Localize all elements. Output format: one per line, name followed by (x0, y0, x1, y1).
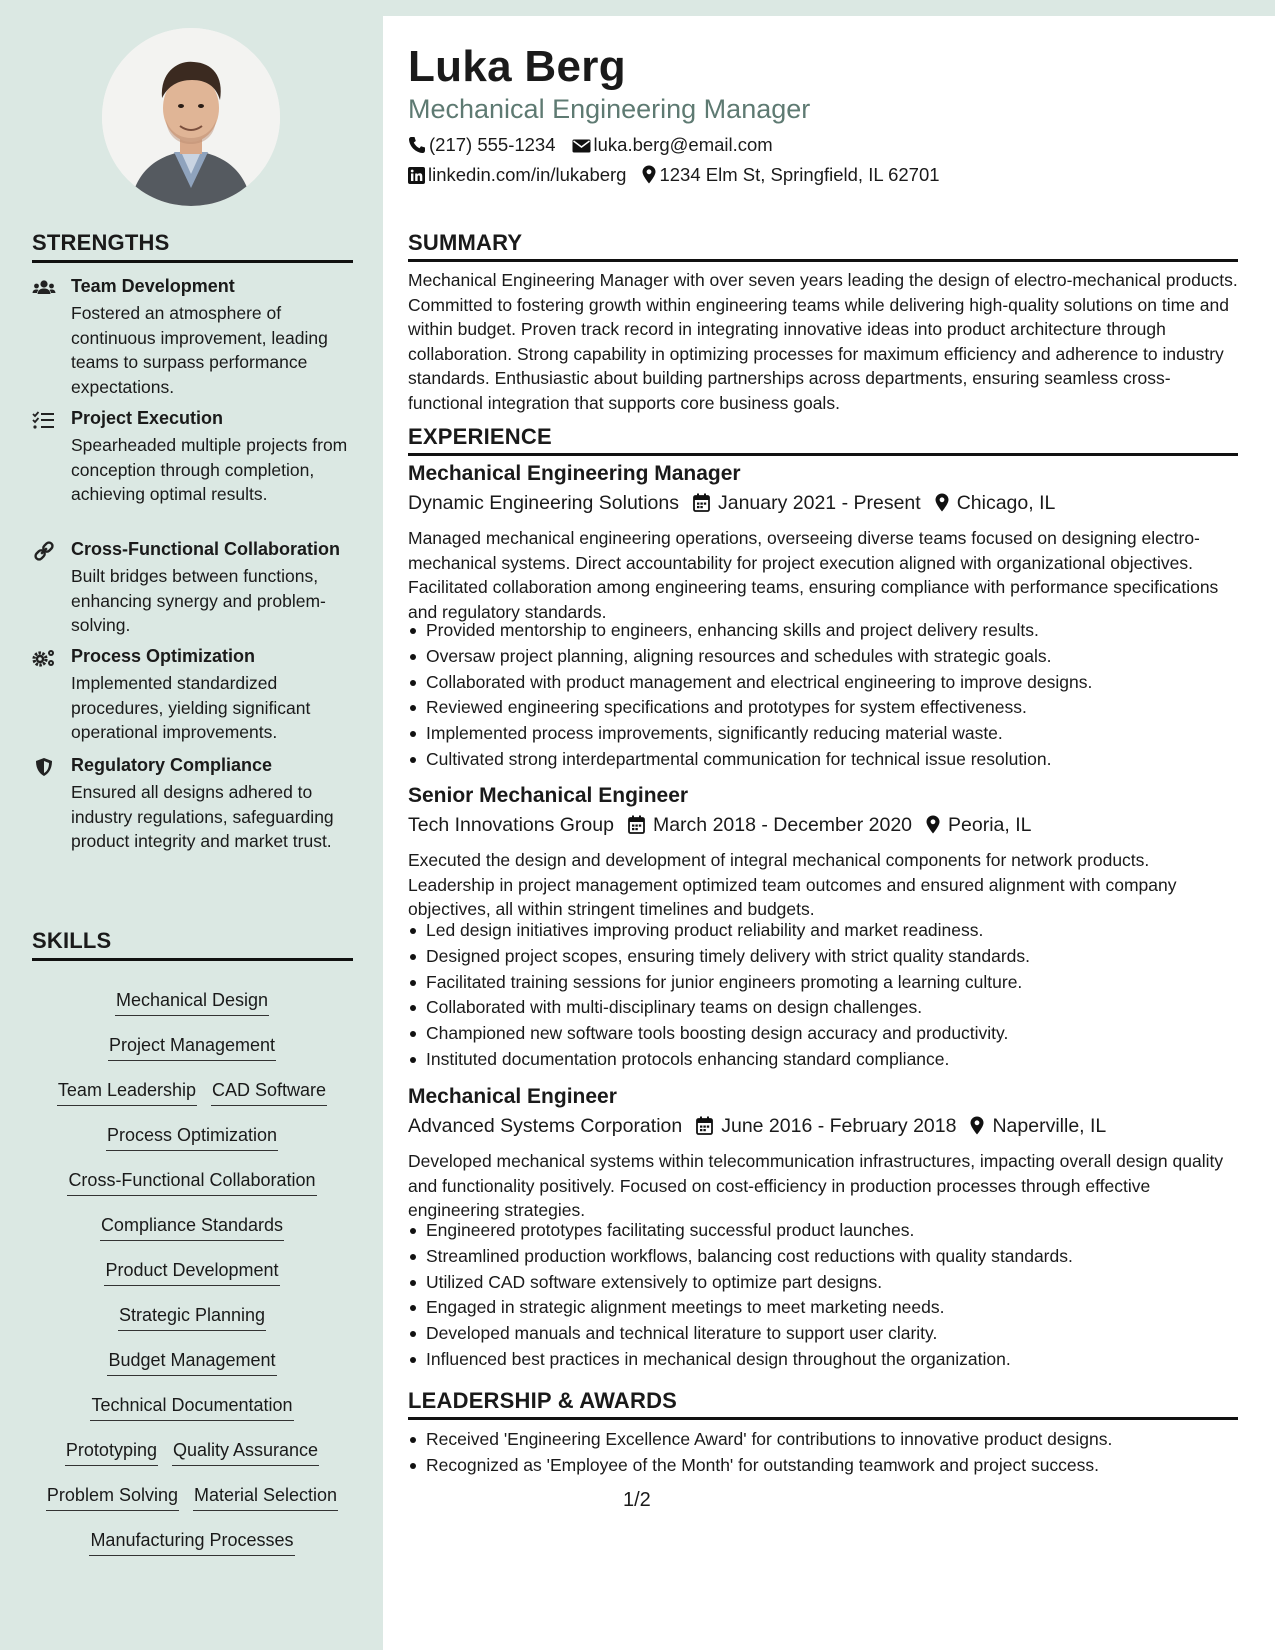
company-name: Advanced Systems Corporation (408, 1115, 683, 1137)
job-bullets (408, 1218, 1238, 1373)
skill-tag: Compliance Standards (100, 1213, 284, 1241)
list-item: Provided mentorship to engineers, enhancing skills and project delivery results. (408, 618, 1238, 644)
skill-tag: Cross-Functional Collaboration (67, 1168, 316, 1196)
strength-desc: Ensured all designs adhered to industry regulations, safeguarding product integrity and market trust. (71, 782, 334, 851)
contact-row (408, 134, 773, 159)
job-dates: June 2016 - February 2018 (721, 1115, 957, 1137)
job-title: Mechanical Engineer (408, 1085, 617, 1108)
contact-row (408, 164, 940, 189)
strength-desc: Fostered an atmosphere of continuous improvement, leading teams to surpass performance expectations. (71, 303, 328, 397)
profile-photo (102, 28, 280, 206)
summary-text: Mechanical Engineering Manager with over seven years leading the design of electro-mechanical products. Committed to fostering growth within engineering teams while delivering high-quality solutions on time and within budget. Proven track record in integrating innovative ideas into product architecture through collaboration. Strong capability in optimizing processes for maximum efficiency and adherence to industry standards. Enthusiastic about building partnerships across departments, ensuring seamless cross-functional integration that supports core business goals. (408, 270, 1238, 413)
main-content (383, 16, 1275, 1650)
experience-rule (408, 453, 1238, 456)
job-meta (408, 492, 1055, 518)
list-item: Instituted documentation protocols enhancing standard compliance. (408, 1047, 1238, 1073)
strength-title: Project Execution (71, 408, 224, 428)
skills-heading: SKILLS (32, 928, 112, 953)
strength-title: Team Development (71, 276, 235, 296)
skill-tag: Team Leadership (57, 1078, 197, 1106)
strength-title: Regulatory Compliance (71, 755, 273, 775)
map-pin-icon (926, 815, 940, 840)
leadership-rule (408, 1417, 1238, 1420)
map-pin-icon (935, 493, 949, 518)
job-location: Peoria, IL (948, 814, 1032, 836)
company-name: Dynamic Engineering Solutions (408, 492, 679, 514)
list-item: Received 'Engineering Excellence Award' for contributions to innovative product designs. (408, 1427, 1238, 1453)
job-location: Chicago, IL (956, 492, 1056, 514)
map-pin-icon (642, 165, 656, 189)
list-item: Led design initiatives improving product reliability and market readiness. (408, 918, 1238, 944)
skill-tag: Material Selection (193, 1483, 338, 1511)
map-pin-icon (970, 1116, 984, 1141)
strength-desc: Built bridges between functions, enhancing synergy and problem-solving. (71, 566, 326, 635)
list-item: Streamlined production workflows, balancing cost reductions with quality standards. (408, 1244, 1238, 1270)
skill-tag: Strategic Planning (118, 1303, 266, 1331)
candidate-title: Mechanical Engineering Manager (408, 94, 811, 124)
phone-icon (408, 136, 426, 159)
leadership-heading: LEADERSHIP & AWARDS (408, 1388, 678, 1413)
job-bullets (408, 618, 1238, 773)
gears-icon (32, 648, 56, 668)
list-item: Influenced best practices in mechanical design throughout the organization. (408, 1347, 1238, 1373)
list-item: Engineered prototypes facilitating successful product launches. (408, 1218, 1238, 1244)
list-item: Designed project scopes, ensuring timely delivery with strict quality standards. (408, 944, 1238, 970)
job-dates: January 2021 - Present (717, 492, 921, 514)
strength-title: Cross-Functional Collaboration (71, 539, 341, 559)
envelope-icon (572, 137, 591, 159)
list-item: Engaged in strategic alignment meetings to meet marketing needs. (408, 1295, 1238, 1321)
skill-tag: CAD Software (211, 1078, 327, 1106)
list-item: Championed new software tools boosting design accuracy and productivity. (408, 1021, 1238, 1047)
list-item: Collaborated with multi-disciplinary teams on design challenges. (408, 995, 1238, 1021)
list-item: Oversaw project planning, aligning resources and schedules with strategic goals. (408, 644, 1238, 670)
summary-rule (408, 259, 1238, 262)
candidate-name: Luka Berg (408, 42, 626, 91)
skills-rule (32, 958, 353, 961)
job-title: Senior Mechanical Engineer (408, 784, 689, 807)
calendar-icon (693, 493, 710, 518)
address: 1234 Elm St, Springfield, IL 62701 (659, 164, 940, 185)
skill-tag: Budget Management (107, 1348, 276, 1376)
skill-tag: Quality Assurance (172, 1438, 319, 1466)
list-item: Developed manuals and technical literature to support user clarity. (408, 1321, 1238, 1347)
strengths-heading: STRENGTHS (32, 230, 170, 255)
job-meta (408, 1115, 1106, 1141)
list-item: Cultivated strong interdepartmental communication for technical issue resolution. (408, 747, 1238, 773)
skill-tag: Project Management (108, 1033, 276, 1061)
linkedin-icon (408, 167, 425, 189)
skill-tag: Problem Solving (46, 1483, 179, 1511)
job-bullets (408, 918, 1238, 1073)
list-check-icon (32, 410, 56, 430)
list-item: Collaborated with product management and electrical engineering to improve designs. (408, 670, 1238, 696)
calendar-icon (628, 815, 645, 840)
list-item: Facilitated training sessions for junior engineers promoting a learning culture. (408, 970, 1238, 996)
leadership-bullets (408, 1427, 1238, 1479)
strength-desc: Implemented standardized procedures, yielding significant operational improvements. (71, 673, 311, 742)
job-meta (408, 814, 1032, 840)
job-description: Managed mechanical engineering operations, overseeing diverse teams focused on designing electro-mechanical systems. Direct accountability for project execution aligned with organizational objectives. Facilitated collaboration among engineering teams, ensuring compliance with performance specifications and regulatory standards. (408, 528, 1219, 622)
skill-tag: Prototyping (65, 1438, 158, 1466)
users-icon (32, 278, 56, 298)
phone-number[interactable]: (217) 555-1234 (429, 134, 556, 155)
strength-title: Process Optimization (71, 646, 256, 666)
list-item: Reviewed engineering specifications and prototypes for system effectiveness. (408, 695, 1238, 721)
list-item: Utilized CAD software extensively to optimize part designs. (408, 1270, 1238, 1296)
experience-heading: EXPERIENCE (408, 424, 552, 449)
job-dates: March 2018 - December 2020 (652, 814, 913, 836)
skill-tag: Process Optimization (106, 1123, 278, 1151)
job-description: Developed mechanical systems within telecommunication infrastructures, impacting overall design quality and functionality positively. Focused on cost-efficiency in production processes through effective engineering strategies. (408, 1151, 1224, 1220)
list-item: Recognized as 'Employee of the Month' for outstanding teamwork and project success. (408, 1453, 1238, 1479)
skill-tag: Technical Documentation (90, 1393, 293, 1421)
email-link[interactable]: luka.berg@email.com (593, 134, 773, 155)
job-description: Executed the design and development of integral mechanical components for network products. Leadership in project management optimized team outcomes and ensured alignment with company objectives, all within stringent timelines and budgets. (408, 850, 1177, 919)
job-title: Mechanical Engineering Manager (408, 462, 741, 485)
avatar (102, 28, 280, 206)
skill-tag: Manufacturing Processes (89, 1528, 294, 1556)
list-item: Implemented process improvements, significantly reducing material waste. (408, 721, 1238, 747)
link-icon (32, 541, 56, 561)
skill-tag: Product Development (104, 1258, 279, 1286)
page-number: 1/2 (623, 1489, 651, 1511)
strength-desc: Spearheaded multiple projects from conception through completion, achieving optimal results. (71, 435, 348, 504)
linkedin-link[interactable]: linkedin.com/in/lukaberg (428, 164, 627, 185)
strengths-rule (32, 260, 353, 263)
skill-tag: Mechanical Design (115, 988, 269, 1016)
calendar-icon (696, 1116, 713, 1141)
job-location: Naperville, IL (992, 1115, 1107, 1137)
summary-heading: SUMMARY (408, 230, 523, 255)
shield-icon (32, 757, 56, 777)
company-name: Tech Innovations Group (408, 814, 614, 836)
sidebar (0, 0, 383, 1650)
